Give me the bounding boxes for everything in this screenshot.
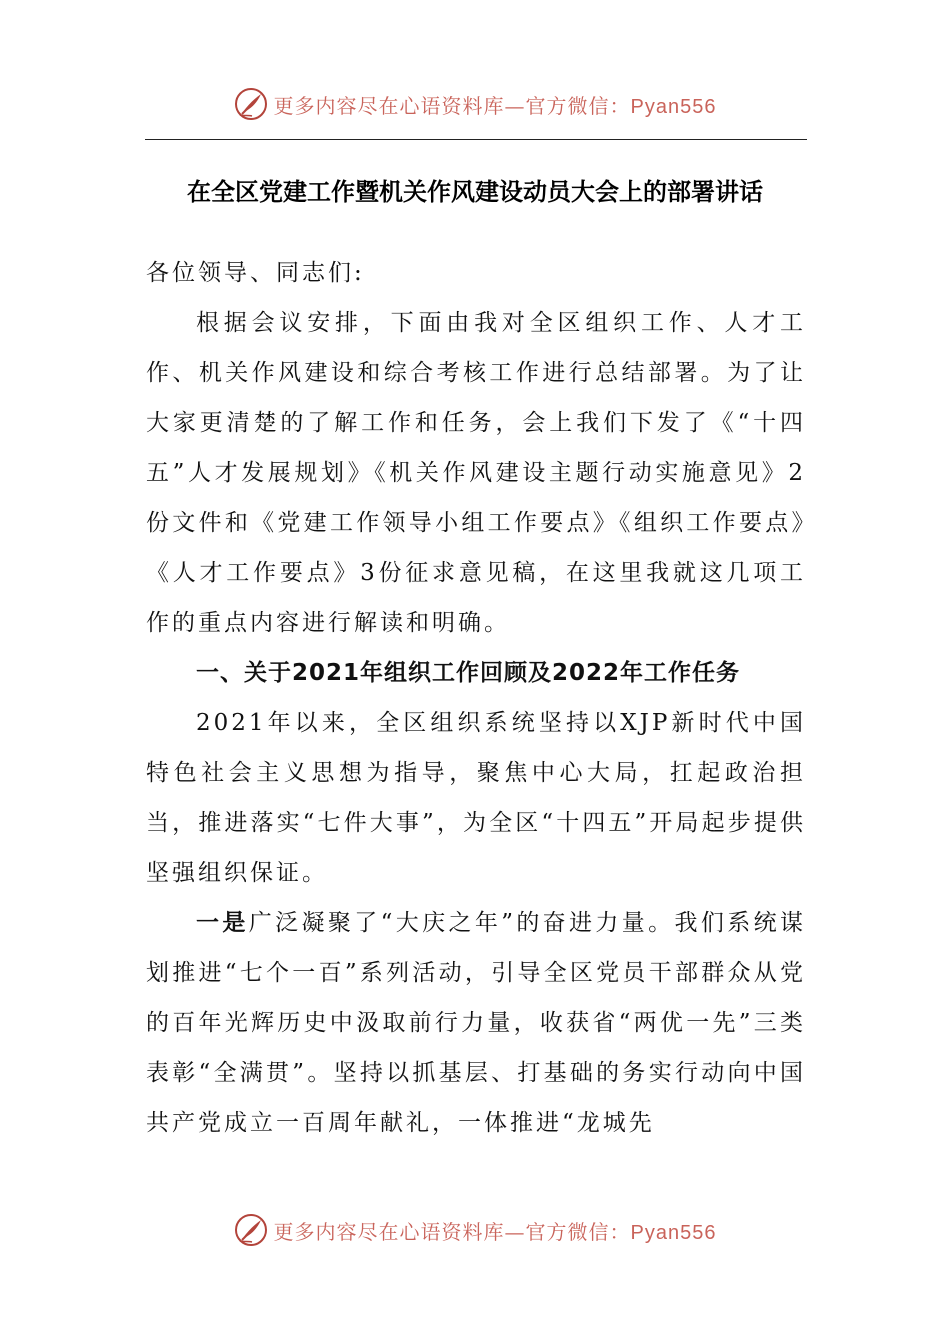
watermark-id: Pyan556	[630, 1221, 717, 1244]
brand	[234, 87, 717, 121]
quill-logo-icon	[234, 87, 268, 121]
quill-logo-icon	[234, 1213, 268, 1247]
brand	[234, 1213, 717, 1247]
document-title: 在全区党建工作暨机关作风建设动员大会上的部署讲话	[187, 178, 763, 206]
section-heading: 一、关于2021年组织工作回顾及2022年工作任务	[196, 660, 741, 686]
header-divider	[145, 139, 807, 140]
document-body	[146, 248, 806, 1148]
salutation: 各位领导、同志们:	[146, 260, 365, 286]
watermark-header	[0, 84, 950, 124]
watermark-text: 更多内容尽在心语资料库—官方微信：Pyan556	[273, 1219, 717, 1244]
point-text: 广泛凝聚了“大庆之年”的奋进力量。我们系统谋划推进“七个一百”系列活动，引导全区党员干部群众从党的百年光辉历史中汲取前行力量，收获省“两优一先”三类表彰“全满贯”。坚持以抓基层、打基础的务实行动向中国共产党成立一百周年献礼，一体推进“龙城先	[146, 910, 806, 1136]
watermark-id: Pyan556	[630, 95, 717, 118]
watermark-footer	[0, 1210, 950, 1250]
paragraph-point-one	[146, 898, 806, 1148]
paragraph-review: 2021年以来，全区组织系统坚持以XJP新时代中国特色社会主义思想为指导，聚焦中心大局，扛起政治担当，推进落实“七件大事”，为全区“十四五”开局起步提供坚强组织保证。	[146, 710, 806, 886]
watermark-text: 更多内容尽在心语资料库—官方微信：Pyan556	[273, 93, 717, 118]
paragraph-intro: 根据会议安排，下面由我对全区组织工作、人才工作、机关作风建设和综合考核工作进行总结部署。为了让大家更清楚的了解工作和任务，会上我们下发了《“十四五”人才发展规划》《机关作风建设主题行动实施意见》2份文件和《党建工作领导小组工作要点》《组织工作要点》《人才工作要点》3份征求意见稿，在这里我就这几项工作的重点内容进行解读和明确。	[146, 310, 806, 636]
point-lead: 一是	[196, 910, 249, 936]
